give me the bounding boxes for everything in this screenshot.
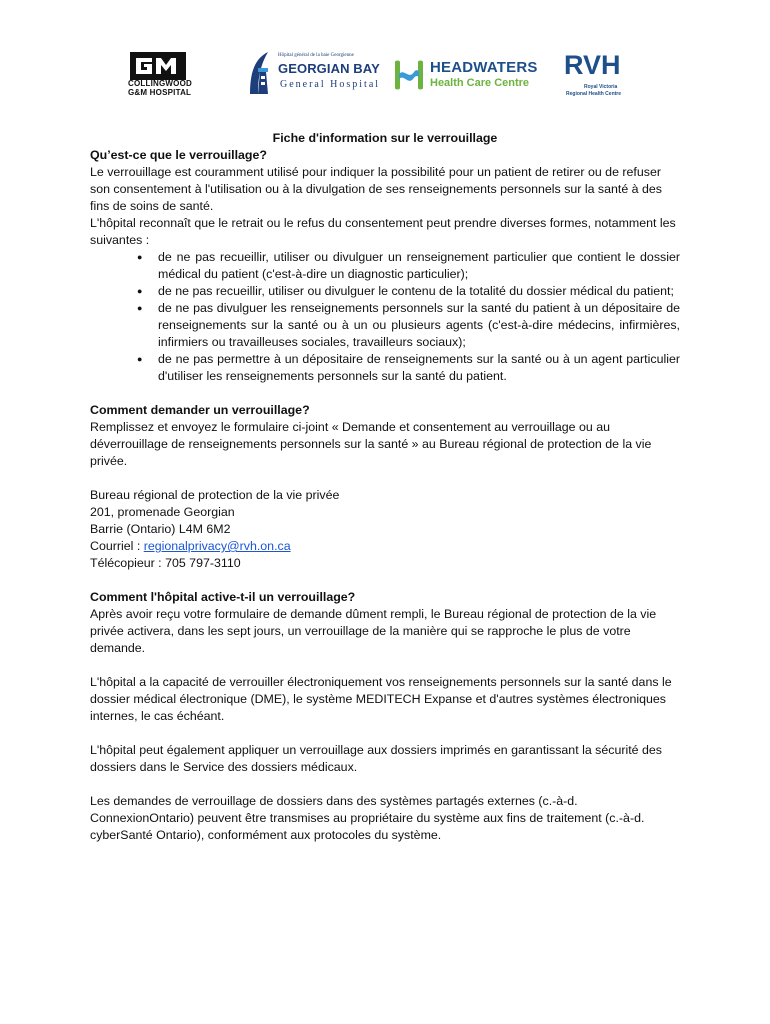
bullet-item: ● de ne pas permettre à un dépositaire de renseignements sur la santé ou à un agent particulier d'utiliser les renseignements personnels sur la santé du patient. <box>158 351 680 385</box>
document-title: Fiche d'information sur le verrouillage <box>272 131 498 145</box>
lighthouse-icon <box>246 50 276 96</box>
section-heading-how-activate: Comment l'hôpital active-t-il un verrouillage? <box>90 590 356 604</box>
georgian-bay-logo <box>246 46 381 102</box>
headwaters-name: HEADWATERS <box>430 59 538 76</box>
paragraph: Remplissez et envoyez le formulaire ci-joint « Demande et consentement au verrouillage ou au déverrouillage de renseignements personnels sur la santé » au Bureau régional de protection de la vie privée. <box>90 420 652 468</box>
paragraph: L'hôpital a la capacité de verrouiller électroniquement vos renseignements personnels sur la santé dans le dossier médical électronique (DME), le système MEDITECH Expanse et d'autres systèmes électroniques internes, le cas échéant. <box>90 675 672 723</box>
paragraph: Après avoir reçu votre formulaire de demande dûment rempli, le Bureau régional de protection de la vie privée activera, dans les sept jours, un verrouillage de la manière qui se rapproche le plus de votre demande. <box>90 607 657 655</box>
georgian-bay-subname: General Hospital <box>280 79 381 90</box>
georgian-bay-name: GEORGIAN BAY <box>278 61 380 76</box>
collingwood-name: COLLINGWOOD <box>128 79 192 88</box>
headwaters-mark-icon <box>392 58 426 92</box>
headwaters-logo <box>392 46 552 102</box>
rvh-subname-1: Royal Victoria <box>584 84 618 90</box>
gm-mark-icon <box>130 52 186 80</box>
headwaters-subname: Health Care Centre <box>430 77 530 89</box>
email-label: Courriel : <box>90 539 144 553</box>
bullet-item: ● de ne pas divulguer les renseignements personnels sur la santé du patient à un dépositaire de renseignements sur la santé ou à un ou plusieurs agents (c'est-à-dire médecins, infirmières, infirmiers ou travailleuses sociales, travailleurs sociaux); <box>158 300 680 351</box>
paragraph: Les demandes de verrouillage de dossiers dans des systèmes partagés externes (c.-à-d. ConnexionOntario) peuvent être transmises au propriétaire du système aux fins de traitement (c.-à-d. cyberSanté Ontario), conformément aux protocoles du système. <box>90 794 645 842</box>
paragraph: L'hôpital reconnaît que le retrait ou le refus du consentement peut prendre diverses formes, notamment les suivantes : <box>90 216 676 247</box>
rvh-mark: RVH <box>564 50 621 80</box>
bullet-item: ● de ne pas recueillir, utiliser ou divulguer un renseignement particulier que contient le dossier médical du patient (c'est-à-dire un diagnostic particulier); <box>158 249 680 283</box>
section-heading-how-request: Comment demander un verrouillage? <box>90 403 310 417</box>
bullet-list <box>90 249 680 385</box>
rvh-logo <box>562 46 638 102</box>
georgian-bay-french-name: Hôpital général de la baie Georgienne <box>278 53 354 58</box>
logo-bar <box>128 46 638 102</box>
section-heading-what: Qu’est-ce que le verrouillage? <box>90 148 267 162</box>
address-line: Barrie (Ontario) L4M 6M2 <box>90 522 231 536</box>
document-body <box>90 130 680 844</box>
paragraph: Le verrouillage est couramment utilisé pour indiquer la possibilité pour un patient de retirer ou de refuser son consentement à l'utilisation ou à la divulgation de ses renseignements personnels sur la santé à des fins de soins de santé. <box>90 165 662 213</box>
collingwood-subname: G&M HOSPITAL <box>128 88 192 97</box>
fax-line: Télécopieur : 705 797-3110 <box>90 556 241 570</box>
collingwood-logo <box>128 46 204 102</box>
rvh-subname-2: Regional Health Centre <box>566 91 622 97</box>
bullet-item: ● de ne pas recueillir, utiliser ou divulguer le contenu de la totalité du dossier médical du patient; <box>158 283 680 300</box>
address-line: 201, promenade Georgian <box>90 505 235 519</box>
address-line: Bureau régional de protection de la vie privée <box>90 488 340 502</box>
email-link[interactable]: regionalprivacy@rvh.on.ca <box>143 539 291 553</box>
email-line <box>90 538 680 555</box>
paragraph: L'hôpital peut également appliquer un verrouillage aux dossiers imprimés en garantissant la sécurité des dossiers dans le Service des dossiers médicaux. <box>90 743 662 774</box>
